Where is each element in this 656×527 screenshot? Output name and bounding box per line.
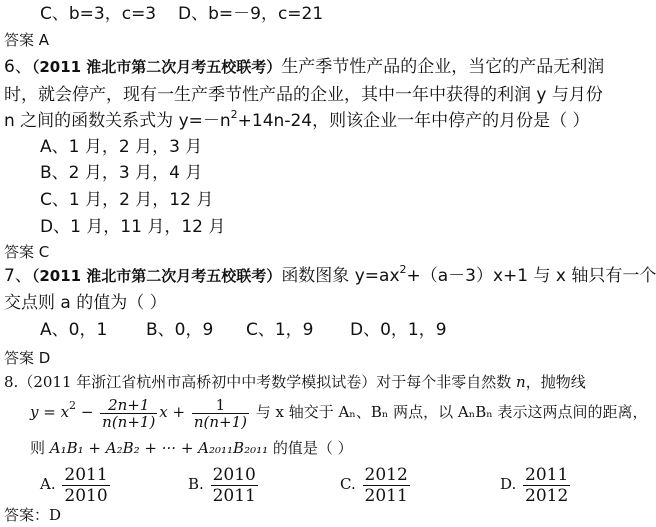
q7-number: 7、 (4, 266, 32, 286)
q8-eq-lhs: y = x (30, 403, 70, 421)
q7-source: （2011 淮北市第二次月考五校联考） (31, 267, 282, 285)
q8-f2-denominator: n(n+1) (193, 412, 248, 431)
q7-option-a: A、0，1 (40, 320, 108, 340)
q8-option-c-den: 2011 (364, 485, 408, 506)
q8-f1-numerator: 2n+1 (100, 397, 157, 414)
q8-option-c-num: 2012 (364, 464, 408, 485)
q6-option-c: C、1 月，2 月，12 月 (40, 190, 214, 210)
q8-option-c-label: C. (340, 475, 356, 493)
q7-stem-b: +（a－3）x+1 与 x 轴只有一个 (406, 266, 656, 286)
q8-f1-denominator: n(n+1) (102, 412, 156, 431)
q7-option-d: D、0，1，9 (350, 320, 447, 340)
q8-stem-1a: 对于每个非零自然数 (376, 373, 517, 391)
q7-stem-sup: 2 (399, 263, 407, 276)
q8-option-b-num: 2010 (212, 464, 256, 485)
q6-stem-3-sup: 2 (230, 108, 238, 121)
q8-option-d-num: 2011 (525, 464, 569, 485)
q5-option-d: D、b=－9，c=21 (178, 4, 324, 24)
q8-stem-line-1 (4, 370, 586, 394)
q8-f2-numerator: 1 (192, 397, 249, 414)
q7-option-b: B、0，9 (146, 320, 214, 340)
q8-option-a (40, 462, 112, 506)
q8-option-c (340, 462, 412, 506)
q8-option-b-den: 2011 (212, 485, 256, 506)
q8-answer: 答案：D (4, 506, 62, 524)
q6-number: 6、 (4, 57, 32, 77)
q7-option-c: C、1，9 (246, 320, 314, 340)
q6-stem-line-3 (4, 109, 590, 135)
q8-stem-3a: 则 (30, 439, 50, 457)
q8-stem-line-3 (30, 436, 353, 460)
q8-stem-1b: ，抛物线 (525, 373, 586, 391)
q6-stem-1: 生产季节性产品的企业，当它的产品无利润 (281, 57, 605, 77)
q6-answer: 答案 C (4, 243, 50, 261)
q8-eq-x-plus: x + (159, 403, 190, 421)
q8-option-c-fraction (363, 465, 410, 506)
q8-source: （2011 年浙江省杭州市高桥初中中考数学模拟试卷） (18, 373, 377, 391)
q6-source: （2011 淮北市第二次月考五校联考） (31, 58, 282, 76)
q8-equation-line (30, 394, 648, 432)
q8-stem-1n: n (516, 373, 526, 391)
q8-number: 8. (4, 373, 19, 391)
q8-stem-3b: 的值是（ ） (268, 439, 353, 457)
q8-option-d-label: D. (500, 475, 517, 493)
q7-answer: 答案 D (4, 349, 51, 367)
q8-option-d-den: 2012 (525, 485, 569, 506)
q8-sum-expression: A₁B₁ + A₂B₂ + ··· + A₂₀₁₁B₂₀₁₁ (49, 439, 269, 457)
q8-eq-tail: 与 x 轴交于 Aₙ、Bₙ 两点，以 AₙBₙ 表示这两点间的距离， (251, 403, 648, 421)
q6-option-d: D、1 月，11 月，12 月 (40, 217, 226, 237)
q8-option-b-fraction (211, 465, 258, 506)
q7-stem-a: 函数图象 y=ax (281, 266, 400, 286)
q5-option-c: C、b=3，c=3 (40, 4, 157, 24)
q6-option-a: A、1 月，2 月，3 月 (40, 137, 203, 157)
q7-stem-line-1 (4, 264, 656, 290)
q8-option-d-fraction (523, 465, 570, 506)
q8-option-b-label: B. (188, 475, 204, 493)
q6-stem-line-2: 时，就会停产，现有一生产季节性产品的企业，其中一年中获得的利润 y 与月份 (4, 85, 603, 105)
q8-option-a-den: 2010 (64, 485, 108, 506)
q7-stem-line-2: 交点则 a 的值为（ ） (4, 293, 167, 313)
q6-stem-line-1 (4, 55, 604, 79)
q8-option-d (500, 462, 572, 506)
q8-fraction-2 (192, 397, 249, 430)
q5-answer: 答案 A (4, 31, 50, 49)
q8-option-b (188, 462, 260, 506)
q6-stem-3b: +14n-24，则该企业一年中停产的月份是（ ） (237, 111, 590, 131)
q8-option-a-label: A. (40, 475, 56, 493)
q8-fraction-1 (100, 397, 157, 430)
q8-option-a-num: 2011 (64, 464, 108, 485)
q6-stem-3a: n 之间的函数关系式为 y=－n (4, 111, 231, 131)
q6-option-b: B、2 月，3 月，4 月 (40, 163, 203, 183)
q8-option-a-fraction (62, 465, 109, 506)
q8-eq-square: 2 (69, 399, 77, 412)
q8-eq-minus: − (76, 403, 99, 421)
